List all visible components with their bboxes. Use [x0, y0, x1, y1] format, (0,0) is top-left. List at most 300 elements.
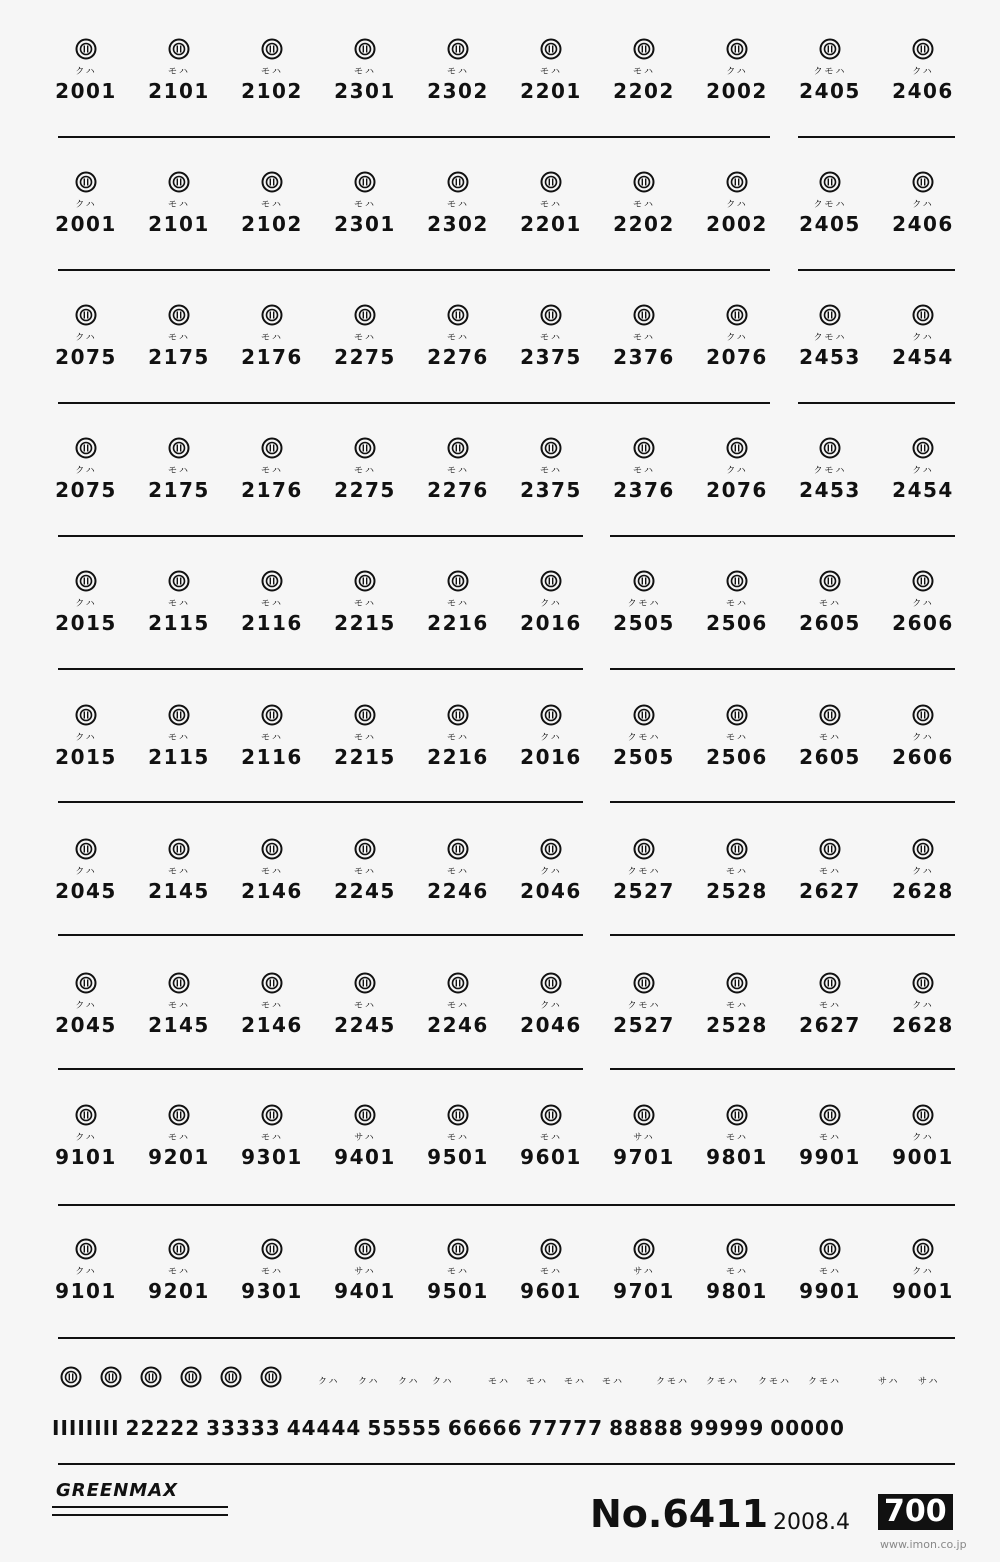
car-number-decal [597, 700, 691, 790]
car-type-label: クハ [912, 200, 934, 210]
car-number-decal [876, 566, 970, 656]
railway-emblem-icon [354, 1238, 376, 1260]
car-type-label: クモハ [627, 599, 661, 609]
railway-emblem-icon [75, 437, 97, 459]
spare-car-type-label: モハ [564, 1377, 587, 1387]
cut-line [58, 1204, 955, 1206]
car-type-label: クハ [540, 1001, 562, 1011]
railway-emblem-icon [819, 972, 841, 994]
car-number-decal [783, 1234, 877, 1324]
car-number-decal [690, 300, 784, 390]
car-number-decal [225, 968, 319, 1058]
car-type-label: モハ [167, 1267, 190, 1277]
railway-emblem-icon [912, 570, 934, 592]
railway-emblem-icon [540, 838, 562, 860]
car-number: 2528 [706, 879, 768, 903]
car-type-label: サハ [633, 1267, 655, 1277]
car-type-label: クハ [540, 599, 562, 609]
car-type-label: クハ [540, 867, 562, 877]
car-number: 2046 [520, 1013, 582, 1037]
car-type-label: モハ [818, 867, 841, 877]
railway-emblem-icon [168, 304, 190, 326]
car-number: 2506 [706, 611, 768, 635]
car-number: 2275 [334, 345, 396, 369]
car-number: 2276 [427, 345, 489, 369]
car-number: 2628 [892, 1013, 954, 1037]
car-type-label: クハ [75, 1267, 97, 1277]
cut-line [610, 801, 955, 803]
car-number-decal [783, 834, 877, 924]
car-type-label: モハ [725, 1267, 748, 1277]
railway-emblem-icon [726, 1238, 748, 1260]
car-number: 2406 [892, 212, 954, 236]
railway-emblem-icon [726, 38, 748, 60]
car-type-label: モハ [446, 67, 469, 77]
cut-line [610, 668, 955, 670]
car-number: 9401 [334, 1145, 396, 1169]
car-number: 2605 [799, 745, 861, 769]
car-type-label: モハ [167, 867, 190, 877]
car-number: 2245 [334, 1013, 396, 1037]
spare-digit-group: 00000 [770, 1416, 845, 1440]
railway-emblem-icon [100, 1366, 122, 1388]
railway-emblem-icon [354, 838, 376, 860]
car-number: 2176 [241, 478, 303, 502]
spare-car-type-label: サハ [918, 1377, 940, 1387]
car-number-decal [783, 700, 877, 790]
car-number: 9901 [799, 1279, 861, 1303]
railway-emblem-icon [819, 171, 841, 193]
railway-emblem-icon [447, 38, 469, 60]
car-type-label: クハ [912, 867, 934, 877]
car-type-label: モハ [818, 1133, 841, 1143]
decal-row [0, 968, 1000, 1088]
car-type-label: クハ [726, 200, 748, 210]
spare-digit-group: 55555 [367, 1416, 442, 1440]
car-type-label: クハ [726, 67, 748, 77]
car-number-decal [504, 834, 598, 924]
car-number: 2246 [427, 1013, 489, 1037]
cut-line [58, 801, 583, 803]
car-type-label: モハ [725, 733, 748, 743]
railway-emblem-icon [260, 1366, 282, 1388]
decal-row [0, 834, 1000, 954]
railway-emblem-icon [354, 972, 376, 994]
car-number: 2453 [799, 478, 861, 502]
car-number-decal [597, 167, 691, 257]
railway-emblem-icon [140, 1366, 162, 1388]
car-number: 9901 [799, 1145, 861, 1169]
car-type-label: モハ [167, 333, 190, 343]
railway-emblem-icon [447, 704, 469, 726]
car-type-label: モハ [539, 466, 562, 476]
railway-emblem-icon [726, 704, 748, 726]
car-number-decal [597, 566, 691, 656]
railway-emblem-icon [540, 171, 562, 193]
car-number-decal [597, 1234, 691, 1324]
car-number-decal [597, 834, 691, 924]
railway-emblem-icon [261, 704, 283, 726]
car-number: 9801 [706, 1145, 768, 1169]
car-type-label: モハ [353, 599, 376, 609]
railway-emblem-icon [447, 1104, 469, 1126]
car-number: 2628 [892, 879, 954, 903]
car-number-decal [597, 34, 691, 124]
railway-emblem-icon [633, 1238, 655, 1260]
car-number-decal [783, 300, 877, 390]
rail-track-icon [52, 1506, 228, 1516]
railway-emblem-icon [819, 437, 841, 459]
car-type-label: クハ [726, 333, 748, 343]
railway-emblem-icon [912, 838, 934, 860]
cut-line [798, 402, 955, 404]
railway-emblem-icon [168, 570, 190, 592]
car-type-label: クハ [726, 466, 748, 476]
car-number-decal [225, 34, 319, 124]
railway-emblem-icon [354, 1104, 376, 1126]
car-type-label: モハ [446, 466, 469, 476]
car-number-decal [39, 433, 133, 523]
railway-emblem-icon [726, 838, 748, 860]
car-number-decal [783, 566, 877, 656]
spare-car-type-label: クハ [432, 1377, 454, 1387]
railway-emblem-icon [633, 838, 655, 860]
railway-emblem-icon [75, 704, 97, 726]
railway-emblem-icon [633, 437, 655, 459]
car-type-label: モハ [167, 1001, 190, 1011]
car-type-label: モハ [260, 733, 283, 743]
railway-emblem-icon [354, 437, 376, 459]
railway-emblem-icon [819, 570, 841, 592]
railway-emblem-icon [261, 38, 283, 60]
car-type-label: クハ [75, 867, 97, 877]
railway-emblem-icon [75, 38, 97, 60]
railway-emblem-icon [60, 1366, 82, 1388]
car-type-label: クモハ [813, 333, 847, 343]
car-type-label: サハ [354, 1133, 376, 1143]
car-number: 2101 [148, 79, 210, 103]
car-number: 2076 [706, 478, 768, 502]
car-number: 2201 [520, 212, 582, 236]
car-number-decal [39, 566, 133, 656]
railway-emblem-icon [220, 1366, 242, 1388]
car-number: 2275 [334, 478, 396, 502]
car-type-label: モハ [353, 67, 376, 77]
car-type-label: クハ [75, 333, 97, 343]
railway-emblem-icon [447, 437, 469, 459]
car-type-label: モハ [446, 733, 469, 743]
railway-emblem-icon [819, 1238, 841, 1260]
car-number-decal [132, 1100, 226, 1190]
railway-emblem-icon [261, 838, 283, 860]
car-number: 2075 [55, 478, 117, 502]
spare-digit-group: 88888 [609, 1416, 684, 1440]
spare-car-type-label: クハ [358, 1377, 380, 1387]
car-number: 2302 [427, 212, 489, 236]
spare-digit-group: 22222 [125, 1416, 201, 1440]
railway-emblem-icon [819, 838, 841, 860]
car-number: 2201 [520, 79, 582, 103]
railway-emblem-icon [168, 437, 190, 459]
railway-emblem-icon [75, 1238, 97, 1260]
car-type-label: クモハ [627, 867, 661, 877]
car-number: 2146 [241, 1013, 303, 1037]
car-number-decal [132, 700, 226, 790]
railway-emblem-icon [168, 704, 190, 726]
cut-line [610, 1068, 955, 1070]
car-number: 9701 [613, 1279, 675, 1303]
car-type-label: クハ [912, 733, 934, 743]
spare-digits-row [52, 1416, 851, 1440]
car-type-label: モハ [632, 466, 655, 476]
car-number: 9601 [520, 1279, 582, 1303]
car-number: 2116 [241, 745, 303, 769]
car-type-label: モハ [353, 200, 376, 210]
car-type-label: モハ [167, 466, 190, 476]
car-type-label: モハ [818, 1267, 841, 1277]
railway-emblem-icon [633, 704, 655, 726]
car-number: 2175 [148, 345, 210, 369]
railway-emblem-icon [168, 171, 190, 193]
railway-emblem-icon [633, 38, 655, 60]
car-type-label: モハ [539, 1267, 562, 1277]
car-type-label: モハ [260, 200, 283, 210]
car-type-label: モハ [818, 599, 841, 609]
car-number: 2076 [706, 345, 768, 369]
spare-car-type-label: クモハ [656, 1377, 690, 1387]
car-number-decal [225, 834, 319, 924]
spare-car-type-label: クモハ [758, 1377, 792, 1387]
car-number: 2146 [241, 879, 303, 903]
railway-emblem-icon [819, 1104, 841, 1126]
railway-emblem-icon [168, 1104, 190, 1126]
car-number: 2215 [334, 745, 396, 769]
cut-line [58, 136, 770, 138]
car-number-decal [690, 1234, 784, 1324]
railway-emblem-icon [726, 972, 748, 994]
car-type-label: モハ [353, 1001, 376, 1011]
car-number-decal [39, 834, 133, 924]
car-number: 2216 [427, 745, 489, 769]
railway-emblem-icon [633, 972, 655, 994]
car-number-decal [504, 1100, 598, 1190]
price-badge: 700 [878, 1494, 953, 1530]
car-number: 2505 [613, 611, 675, 635]
car-type-label: モハ [446, 1001, 469, 1011]
car-number: 2606 [892, 745, 954, 769]
car-type-label: クハ [912, 466, 934, 476]
railway-emblem-icon [354, 704, 376, 726]
car-number-decal [597, 300, 691, 390]
railway-emblem-icon [261, 304, 283, 326]
cut-line [58, 1463, 955, 1465]
car-number-decal [39, 1234, 133, 1324]
railway-emblem-icon [447, 838, 469, 860]
car-number-decal [783, 968, 877, 1058]
car-number-decal [690, 700, 784, 790]
car-number: 2045 [55, 1013, 117, 1037]
car-number: 2528 [706, 1013, 768, 1037]
spare-car-type-label: クハ [398, 1377, 420, 1387]
car-number: 2301 [334, 79, 396, 103]
car-number-decal [318, 433, 412, 523]
car-number: 2406 [892, 79, 954, 103]
car-type-label: クモハ [627, 733, 661, 743]
spare-car-type-label: モハ [602, 1377, 625, 1387]
railway-emblem-icon [168, 38, 190, 60]
brand-name: GREENMAX [56, 1480, 179, 1501]
car-number: 2145 [148, 1013, 210, 1037]
railway-emblem-icon [168, 972, 190, 994]
railway-emblem-icon [75, 838, 97, 860]
car-number-decal [411, 1100, 505, 1190]
railway-emblem-icon [75, 1104, 97, 1126]
car-type-label: クハ [75, 466, 97, 476]
spare-car-type-label: クモハ [706, 1377, 740, 1387]
car-number: 2015 [55, 745, 117, 769]
car-number-decal [411, 167, 505, 257]
car-number-decal [876, 300, 970, 390]
railway-emblem-icon [540, 1104, 562, 1126]
car-number: 2375 [520, 478, 582, 502]
car-type-label: モハ [260, 867, 283, 877]
car-number: 2145 [148, 879, 210, 903]
car-type-label: モハ [725, 599, 748, 609]
car-type-label: モハ [632, 333, 655, 343]
car-number: 2527 [613, 1013, 675, 1037]
car-number: 2376 [613, 345, 675, 369]
car-number: 9601 [520, 1145, 582, 1169]
spare-digit-group: 66666 [447, 1416, 523, 1440]
car-number-decal [225, 167, 319, 257]
car-number-decal [39, 300, 133, 390]
car-number-decal [876, 834, 970, 924]
car-type-label: クハ [75, 1001, 97, 1011]
railway-emblem-icon [540, 38, 562, 60]
car-number: 2375 [520, 345, 582, 369]
railway-emblem-icon [354, 304, 376, 326]
car-number: 9201 [148, 1145, 210, 1169]
car-number-decal [876, 1100, 970, 1190]
car-number-decal [318, 1234, 412, 1324]
car-type-label: クハ [75, 67, 97, 77]
cut-line [58, 1068, 583, 1070]
car-number-decal [690, 433, 784, 523]
car-type-label: クハ [75, 1133, 97, 1143]
car-type-label: モハ [818, 733, 841, 743]
car-number-decal [597, 1100, 691, 1190]
car-type-label: モハ [260, 1267, 283, 1277]
car-number-decal [132, 566, 226, 656]
railway-emblem-icon [540, 704, 562, 726]
car-number-decal [39, 167, 133, 257]
car-number-decal [225, 1234, 319, 1324]
railway-emblem-icon [726, 1104, 748, 1126]
railway-emblem-icon [633, 304, 655, 326]
car-number-decal [504, 433, 598, 523]
railway-emblem-icon [261, 1238, 283, 1260]
car-number-decal [318, 566, 412, 656]
car-number: 2015 [55, 611, 117, 635]
car-number-decal [318, 968, 412, 1058]
railway-emblem-icon [447, 972, 469, 994]
railway-emblem-icon [447, 171, 469, 193]
car-number-decal [225, 566, 319, 656]
car-number-decal [504, 300, 598, 390]
spare-car-type-label: クモハ [808, 1377, 842, 1387]
car-number: 9301 [241, 1145, 303, 1169]
railway-emblem-icon [261, 1104, 283, 1126]
car-number-decal [411, 834, 505, 924]
car-number: 2016 [520, 745, 582, 769]
car-number: 9701 [613, 1145, 675, 1169]
car-number-decal [411, 1234, 505, 1324]
railway-emblem-icon [261, 972, 283, 994]
car-number-decal [504, 566, 598, 656]
car-number: 2505 [613, 745, 675, 769]
car-number-decal [225, 700, 319, 790]
car-number-decal [132, 1234, 226, 1324]
car-type-label: モハ [260, 333, 283, 343]
car-type-label: モハ [167, 67, 190, 77]
car-number-decal [690, 1100, 784, 1190]
car-number: 2001 [55, 79, 117, 103]
railway-emblem-icon [354, 570, 376, 592]
railway-emblem-icon [540, 1238, 562, 1260]
car-type-label: クハ [912, 67, 934, 77]
car-type-label: モハ [167, 200, 190, 210]
cut-line [610, 535, 955, 537]
car-number: 9501 [427, 1279, 489, 1303]
car-number-decal [39, 1100, 133, 1190]
car-number: 9801 [706, 1279, 768, 1303]
railway-emblem-icon [447, 570, 469, 592]
car-type-label: モハ [446, 599, 469, 609]
railway-emblem-icon [540, 304, 562, 326]
car-number-decal [411, 433, 505, 523]
car-number-decal [783, 167, 877, 257]
car-number: 9101 [55, 1145, 117, 1169]
car-type-label: クハ [75, 733, 97, 743]
car-type-label: モハ [353, 333, 376, 343]
car-type-label: モハ [260, 466, 283, 476]
car-number-decal [318, 300, 412, 390]
car-number: 2175 [148, 478, 210, 502]
cut-line [58, 535, 583, 537]
car-number-decal [504, 700, 598, 790]
car-number: 9101 [55, 1279, 117, 1303]
railway-emblem-icon [75, 570, 97, 592]
spare-car-type-label: クハ [318, 1377, 340, 1387]
cut-line [798, 269, 955, 271]
railway-emblem-icon [354, 171, 376, 193]
car-type-label: モハ [446, 333, 469, 343]
car-number-decal [876, 433, 970, 523]
car-number-decal [318, 700, 412, 790]
car-number: 2527 [613, 879, 675, 903]
railway-emblem-icon [261, 171, 283, 193]
car-number-decal [132, 34, 226, 124]
railway-emblem-icon [540, 570, 562, 592]
decal-row [0, 1234, 1000, 1354]
car-number: 9001 [892, 1145, 954, 1169]
car-number: 2115 [148, 745, 210, 769]
spare-car-type-label: モハ [488, 1377, 511, 1387]
cut-line [58, 668, 583, 670]
car-number-decal [876, 700, 970, 790]
car-number: 2376 [613, 478, 675, 502]
car-number-decal [504, 1234, 598, 1324]
